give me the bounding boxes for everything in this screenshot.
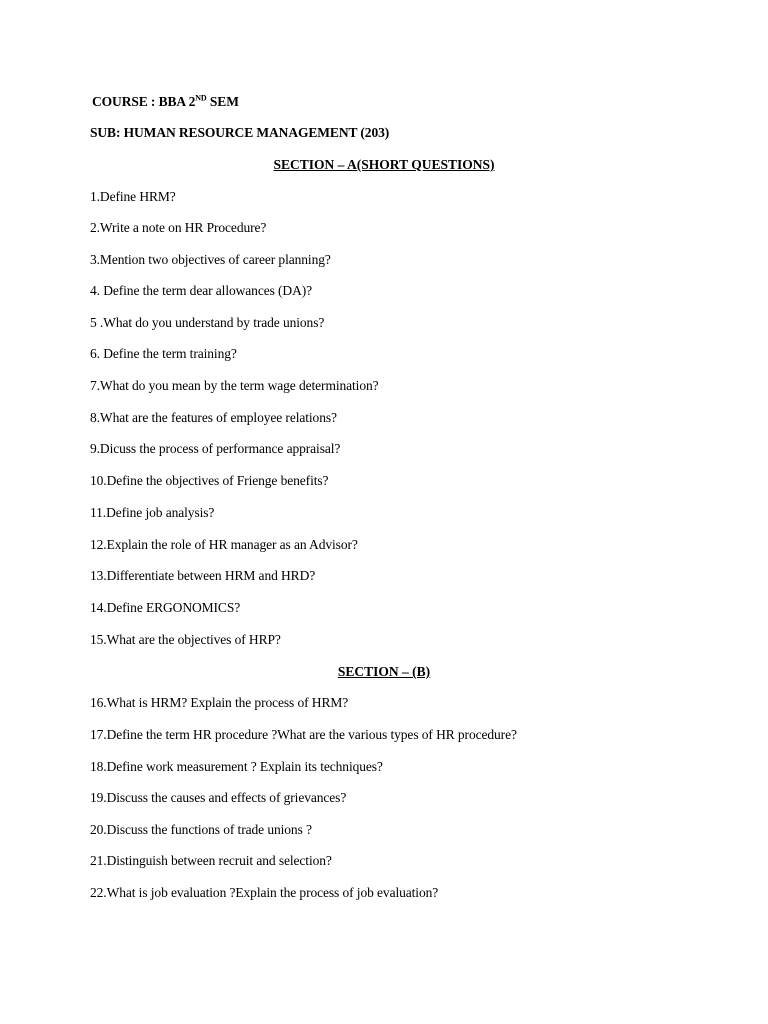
- question-item: 9.Dicuss the process of performance appraisal?: [90, 441, 341, 456]
- question-item: 6. Define the term training?: [90, 346, 237, 361]
- section-a-heading: [0, 157, 768, 173]
- course-line: [92, 94, 239, 110]
- section-b-title: SECTION – (B): [337, 664, 431, 679]
- course-prefix: COURSE : BBA 2: [92, 94, 196, 109]
- question-item: 21.Distinguish between recruit and selection?: [90, 853, 332, 868]
- question-item: 3.Mention two objectives of career planning?: [90, 252, 331, 267]
- question-item: 11.Define job analysis?: [90, 505, 215, 520]
- course-suffix: SEM: [206, 94, 239, 109]
- section-b-heading: [0, 664, 768, 680]
- course-superscript: ND: [195, 93, 207, 103]
- question-item: 14.Define ERGONOMICS?: [90, 600, 241, 615]
- question-item: 5 .What do you understand by trade unions?: [90, 315, 325, 330]
- question-item: 16.What is HRM? Explain the process of HRM?: [90, 695, 349, 710]
- subject-line: SUB: HUMAN RESOURCE MANAGEMENT (203): [90, 125, 390, 140]
- question-item: 22.What is job evaluation ?Explain the process of job evaluation?: [90, 885, 439, 900]
- question-item: 12.Explain the role of HR manager as an Advisor?: [90, 537, 358, 552]
- question-item: 1.Define HRM?: [90, 189, 176, 204]
- question-item: 20.Discuss the functions of trade unions ?: [90, 822, 312, 837]
- question-item: 17.Define the term HR procedure ?What are the various types of HR procedure?: [90, 727, 517, 742]
- question-item: 4. Define the term dear allowances (DA)?: [90, 283, 313, 298]
- section-a-title: SECTION – A(SHORT QUESTIONS): [273, 157, 495, 172]
- question-item: 10.Define the objectives of Frienge benefits?: [90, 473, 329, 488]
- question-item: 8.What are the features of employee relations?: [90, 410, 337, 425]
- question-item: 13.Differentiate between HRM and HRD?: [90, 568, 316, 583]
- question-item: 7.What do you mean by the term wage determination?: [90, 378, 379, 393]
- question-item: 15.What are the objectives of HRP?: [90, 632, 281, 647]
- question-item: 18.Define work measurement ? Explain its techniques?: [90, 759, 383, 774]
- question-item: 2.Write a note on HR Procedure?: [90, 220, 267, 235]
- question-item: 19.Discuss the causes and effects of grievances?: [90, 790, 347, 805]
